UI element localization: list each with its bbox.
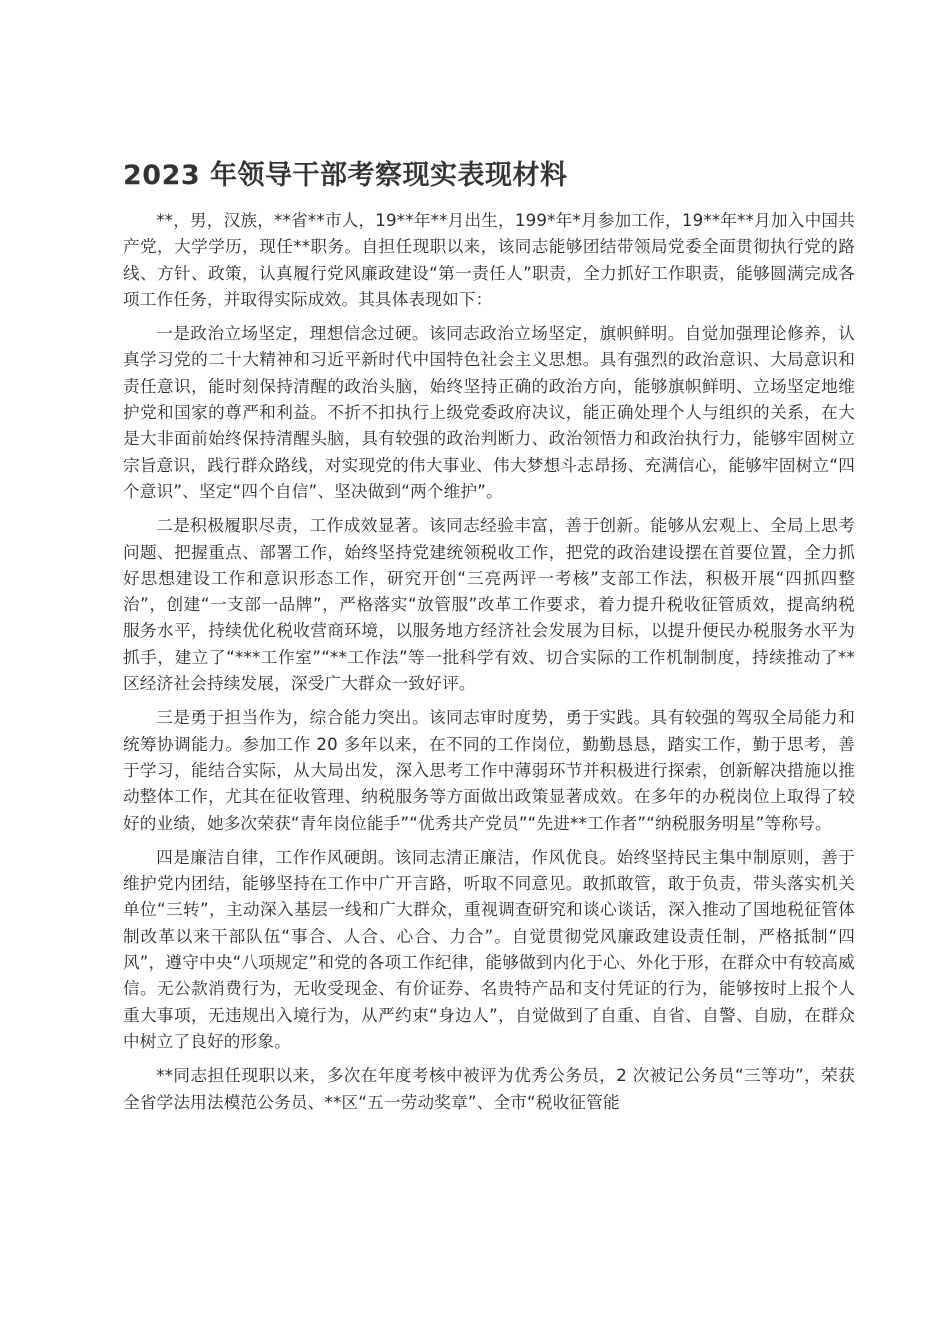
document-title: 2023 年领导干部考察现实表现材料 — [123, 160, 568, 191]
paragraph-intro: **，男，汉族，**省**市人，19**年**月出生，199*年*月参加工作，19**年**月加入中国共产党，大学学历，现任**职务。自担任现职以来，该同志能够团结带领局党委全面贯彻执行党的路线、方针、政策，认真履行党风廉政建设“第一责任人”职责，全力抓好工作职责，能够圆满完成各项工作任务，并取得实际成效。其具体表现如下： — [123, 211, 855, 309]
paragraph-political-stance: 一是政治立场坚定，理想信念过硬。该同志政治立场坚定，旗帜鲜明。自觉加强理论修养，认真学习党的二十大精神和习近平新时代中国特色社会主义思想。具有强烈的政治意识、大局意识和责任意识，能时刻保持清醒的政治头脑，始终坚持正确的政治方向，能够旗帜鲜明、立场坚定地维护党和国家的尊严和利益。不折不扣执行上级党委政府决议，能正确处理个人与组织的关系，在大是大非面前始终保持清醒头脑，具有较强的政治判断力、政治领悟力和政治执行力，能够牢固树立宗旨意识，践行群众路线，对实现党的伟大事业、伟大梦想斗志昂扬、充满信心，能够牢固树立“四个意识”、坚定“四个自信”、坚决做到“两个维护”。 — [123, 324, 855, 501]
paragraph-capability: 三是勇于担当作为，综合能力突出。该同志审时度势，勇于实践。具有较强的驾驭全局能力和统筹协调能力。参加工作 20 多年以来，在不同的工作岗位，勤勤恳恳，踏实工作，勤于思考，善于学习，能结合实际，从大局出发，深入思考工作中薄弱环节并积极进行探索，创新解决措施以推动整体工作，尤其在征收管理、纳税服务等方面做出政策显著成效。在多年的办税岗位上取得了较好的业绩，她多次荣获“青年岗位能手”“优秀共产党员”“先进**工作者”“纳税服务明星”等称号。 — [123, 708, 855, 833]
paragraph-honors: **同志担任现职以来，多次在年度考核中被评为优秀公务员，2 次被记公务员“三等功”，荣获全省学法用法模范公务员、**区“五一劳动奖章”、全市“税收征管能 — [123, 1066, 855, 1112]
document-body — [123, 208, 855, 1124]
paragraph-duty-performance: 二是积极履职尽责，工作成效显著。该同志经验丰富，善于创新。能够从宏观上、全局上思考问题、把握重点、部署工作，始终坚持党建统领税收工作，把党的政治建设摆在首要位置，全力抓好思想建设工作和意识形态工作，研究开创“三亮两评一考核”支部工作法，积极开展“四抓四整治”，创建“一支部一品牌”，严格落实“放管服”改革工作要求，着力提升税收征管质效，提高纳税服务水平，持续优化税收营商环境，以服务地方经济社会发展为目标，以提升便民办税服务水平为抓手，建立了“***工作室”“**工作法”等一批科学有效、切合实际的工作机制制度，持续推动了**区经济社会持续发展，深受广大群众一致好评。 — [123, 516, 855, 694]
paragraph-integrity: 四是廉洁自律，工作作风硬朗。该同志清正廉洁，作风优良。始终坚持民主集中制原则，善于维护党内团结，能够坚持在工作中广开言路，听取不同意见。敢抓敢管，敢于负责，带头落实机关单位“三转”，主动深入基层一线和广大群众，重视调查研究和谈心谈话，深入推动了国地税征管体制改革以来干部队伍“事合、人合、心合、力合”。自觉贯彻党风廉政建设责任制，严格抵制“四风”，遵守中央“八项规定”和党的各项工作纪律，能够做到内化于心、外化于形，在群众中有较高威信。无公款消费行为，无收受现金、有价证券、名贵特产品和支付凭证的行为，能够按时上报个人重大事项，无违规出入境行为，从严约束“身边人”，自觉做到了自重、自省、自警、自励，在群众中树立了良好的形象。 — [123, 847, 855, 1051]
